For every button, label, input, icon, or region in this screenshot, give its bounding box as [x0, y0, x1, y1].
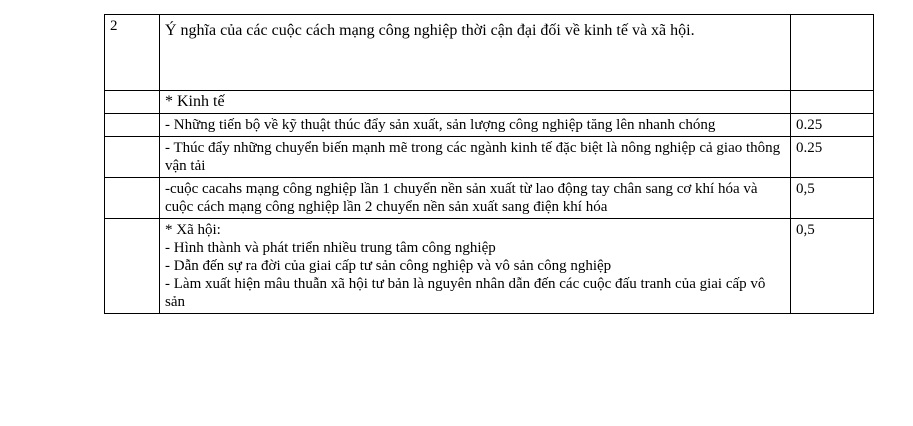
society-line: - Hình thành và phát triển nhiều trung tâm công nghiệp — [165, 240, 496, 256]
economy-row — [105, 137, 874, 178]
economy-item-score: 0.25 — [791, 114, 874, 137]
society-header: * Xã hội: — [165, 222, 221, 238]
society-score: 0,5 — [791, 219, 874, 314]
question-score — [791, 15, 874, 91]
economy-item-score: 0.25 — [791, 137, 874, 178]
economy-item-text: - Thúc đẩy những chuyển biến mạnh mẽ trong các ngành kinh tế đặc biệt là nông nghiệp cả giao thông vận tải — [160, 137, 791, 178]
empty-number-cell — [105, 91, 160, 114]
empty-score-cell — [791, 91, 874, 114]
empty-number-cell — [105, 137, 160, 178]
society-cell — [160, 219, 791, 314]
economy-item-text: -cuộc cacahs mạng công nghiệp lần 1 chuyển nền sản xuất từ lao động tay chân sang cơ khí hóa và cuộc cách mạng công nghiệp lần 2 chuyển nền sản xuất sang điện khí hóa — [160, 178, 791, 219]
empty-number-cell — [105, 178, 160, 219]
answer-key-table — [104, 14, 874, 314]
economy-header-row — [105, 91, 874, 114]
economy-row — [105, 114, 874, 137]
question-row — [105, 15, 874, 91]
question-number: 2 — [105, 15, 160, 91]
society-line: - Làm xuất hiện mâu thuẫn xã hội tư bản là nguyên nhân dẫn đến các cuộc đấu tranh của giai cấp vô sản — [165, 276, 766, 310]
question-title-cell — [160, 15, 791, 91]
empty-number-cell — [105, 114, 160, 137]
economy-row — [105, 178, 874, 219]
society-row — [105, 219, 874, 314]
economy-item-text: - Những tiến bộ về kỹ thuật thúc đẩy sản xuất, sản lượng công nghiệp tăng lên nhanh chóng — [160, 114, 791, 137]
economy-header: * Kinh tế — [160, 91, 791, 114]
empty-number-cell — [105, 219, 160, 314]
economy-item-score: 0,5 — [791, 178, 874, 219]
society-line: - Dẫn đến sự ra đời của giai cấp tư sản công nghiệp và vô sản công nghiệp — [165, 258, 612, 274]
question-title: Ý nghĩa của các cuộc cách mạng công nghiệp thời cận đại đối về kinh tế và xã hội. — [165, 22, 695, 39]
